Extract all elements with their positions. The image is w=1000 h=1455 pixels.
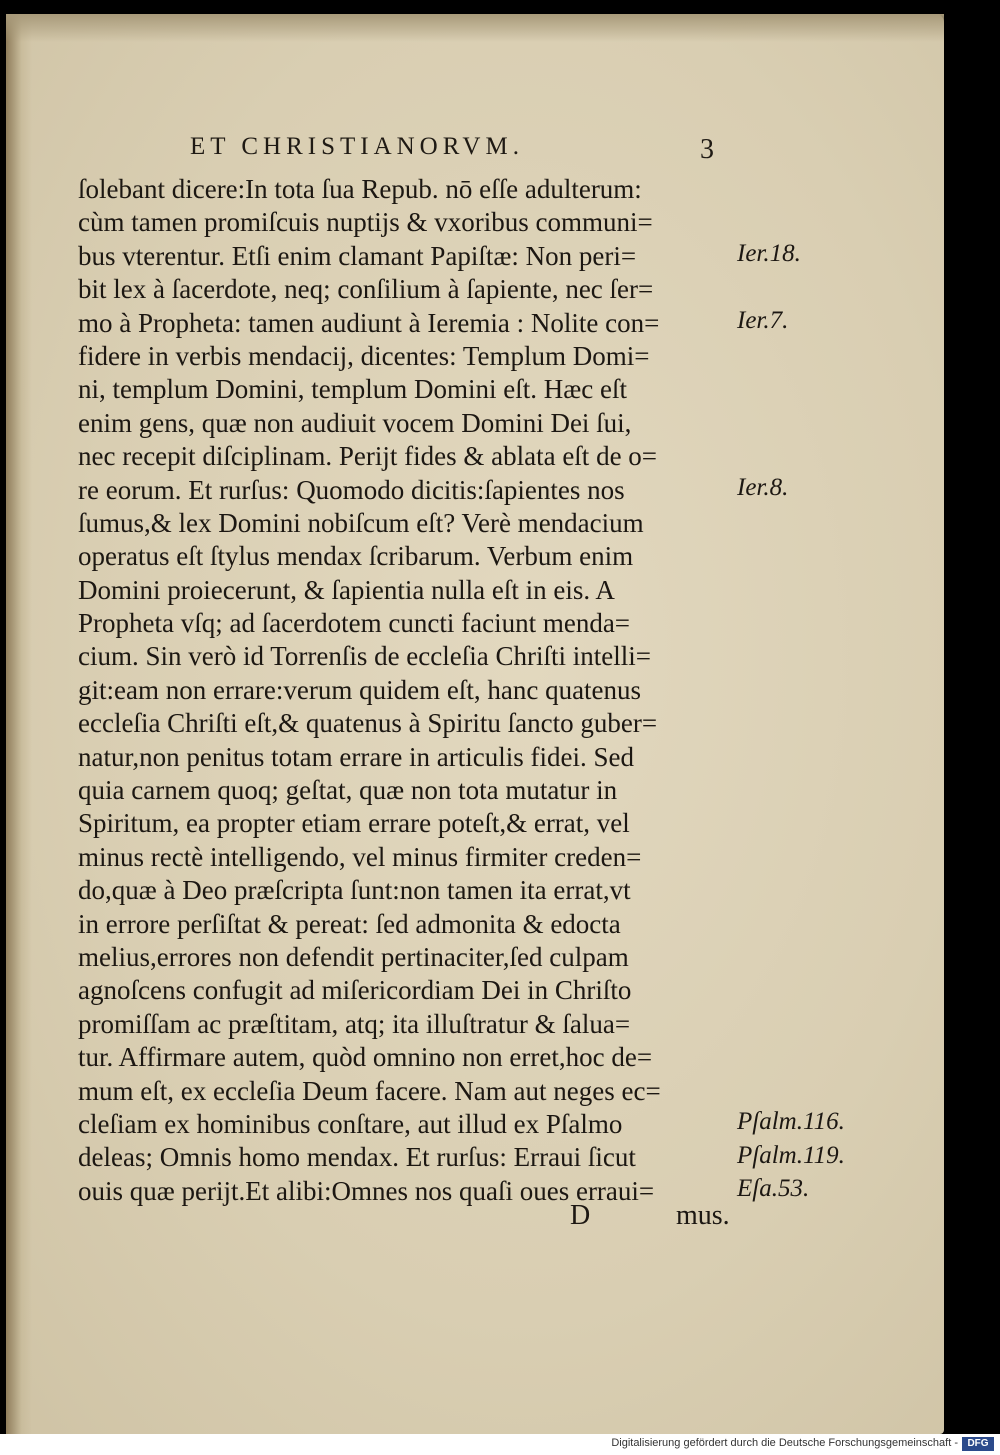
text-line: ouis quæ perijt.Et alibi:Omnes nos quaſi oues erraui= xyxy=(78,1175,655,1206)
text-line: ſumus,& lex Domini nobiſcum eſt? Verè mendacium xyxy=(78,507,644,538)
text-line: deleas; Omnis homo mendax. Et rurſus: Erraui ſicut xyxy=(78,1142,636,1173)
text-line: mum eſt, ex eccleſia Deum facere. Nam aut neges ec= xyxy=(78,1075,661,1106)
text-line: eccleſia Chriſti eſt,& quatenus à Spiritu ſancto guber= xyxy=(78,708,658,739)
text-line: cùm tamen promiſcuis nuptijs & vxoribus communi= xyxy=(78,207,653,238)
page-top-edge xyxy=(6,14,944,42)
text-line: ni, templum Domini, templum Domini eſt. Hæc eſt xyxy=(78,374,627,405)
dfg-logo: DFG xyxy=(962,1437,994,1451)
text-line: operatus eſt ſtylus mendax ſcribarum. Verbum enim xyxy=(78,541,634,572)
text-line: agnoſcens confugit ad miſericordiam Dei in Chriſto xyxy=(78,975,632,1006)
running-head: ET CHRISTIANORVM. xyxy=(190,133,524,160)
signature-mark: D xyxy=(570,1200,591,1231)
text-line: mo à Propheta: tamen audiunt à Ieremia : Nolite con= xyxy=(78,307,660,338)
text-line: natur,non penitus totam errare in articulis fidei. Sed xyxy=(78,741,635,772)
text-line: tur. Affirmare autem, quòd omnino non erret,hoc de= xyxy=(78,1042,653,1073)
marginal-reference: Pſalm.119. xyxy=(737,1141,845,1169)
text-line: Propheta vſq; ad ſacerdotem cuncti faciunt menda= xyxy=(78,608,631,639)
text-line: fidere in verbis mendacij, dicentes: Templum Domi= xyxy=(78,340,650,371)
footer-credit: Digitalisierung gefördert durch die Deutsche Forschungsgemeinschaft - xyxy=(611,1437,958,1449)
text-line: melius,errores non defendit pertinaciter,ſed culpam xyxy=(78,941,629,972)
page-spine-shadow xyxy=(6,14,32,1434)
text-line: Domini proiecerunt, & ſapientia nulla eſt in eis. A xyxy=(78,574,615,605)
text-line: cium. Sin verò id Torrenſis de eccleſia Chriſti intelli= xyxy=(78,641,651,672)
text-line: do,quæ à Deo præſcripta ſunt:non tamen ita errat,vt xyxy=(78,875,631,906)
text-line: bit lex à ſacerdote, neq; conſilium à ſapiente, nec ſer= xyxy=(78,274,654,305)
text-line: Spiritum, ea propter etiam errare poteſt,& errat, vel xyxy=(78,808,630,839)
text-line: enim gens, quæ non audiuit vocem Domini Dei ſui, xyxy=(78,407,632,438)
text-line: re eorum. Et rurſus: Quomodo dicitis:ſapientes nos xyxy=(78,474,625,505)
text-line: promiſſam ac præſtitam, atq; ita illuſtratur & ſalua= xyxy=(78,1008,631,1039)
text-line: quia carnem quoq; geſtat, quæ non tota mutatur in xyxy=(78,775,618,806)
marginal-reference: Ier.7. xyxy=(737,306,789,334)
text-line: bus vterentur. Etſi enim clamant Papiſtæ: Non peri= xyxy=(78,240,637,271)
text-line: cleſiam ex hominibus conſtare, aut illud ex Pſalmo xyxy=(78,1108,623,1139)
marginal-reference: Eſa.53. xyxy=(737,1175,810,1202)
marginal-reference: Ier.18. xyxy=(737,239,801,267)
text-line: in errore perſiſtat & pereat: ſed admonita & edocta xyxy=(78,908,621,939)
text-line: ſolebant dicere:In tota ſua Repub. nō eſſe adulterum: xyxy=(78,174,642,204)
text-line: nec recepit diſciplinam. Perijt fides & ablata eſt de o= xyxy=(78,441,658,472)
marginal-reference: Ier.8. xyxy=(737,473,789,501)
footer-bar xyxy=(0,1434,1000,1455)
marginal-reference: Pſalm.116. xyxy=(737,1108,845,1136)
page-number: 3 xyxy=(700,134,714,165)
catchword: mus. xyxy=(676,1200,730,1231)
text-line: minus rectè intelligendo, vel minus firmiter creden= xyxy=(78,841,642,872)
text-line: git:eam non errare:verum quidem eſt, hanc quatenus xyxy=(78,674,642,705)
body-text xyxy=(78,173,738,1208)
